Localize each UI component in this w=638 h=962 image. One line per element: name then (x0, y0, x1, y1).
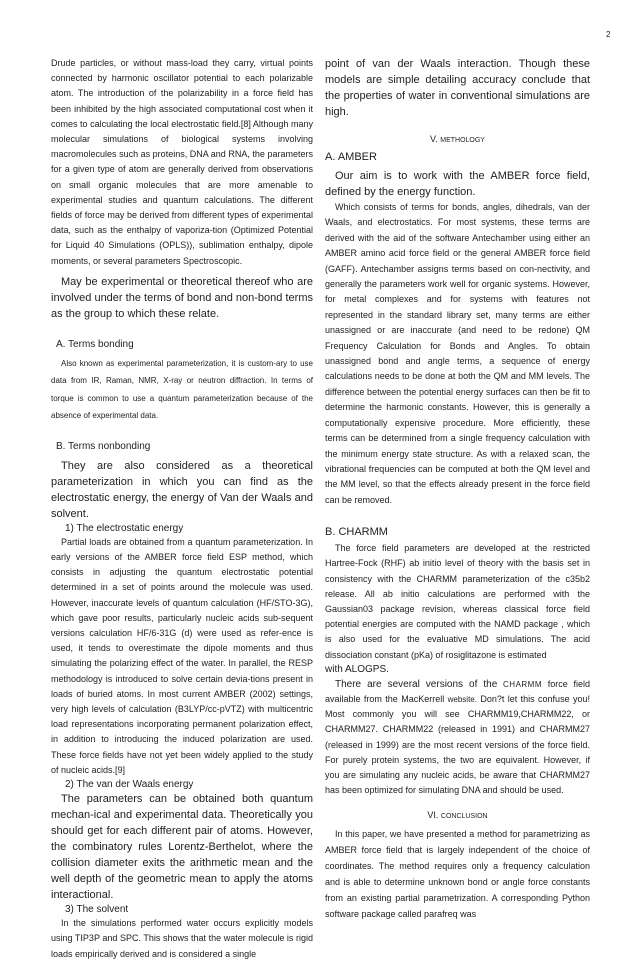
paragraph (325, 677, 590, 799)
page-number: 2 (606, 30, 611, 39)
paragraph: The parameters can be obtained both quantum mechan-ical and experimental data. Theoretically you should get for each different pair of atoms. However, the combinatory rules Lorentz-Berthelot, where the collision diameter exits the arithmetic mean and the well depth of the geometric mean to apply the atoms interactional. (51, 793, 313, 902)
text-run: Don?t let this confuse you! Most commonly you will see CHARMM19,CHARMM22, or CHARMM27. CHARMM22 (released in 1991) and CHARMM27 (released in 1999) are the most recent versions of the force field. For purely protein systems, the two are equivalent. However, if you are simulating any nucleic acids, be aware that CHARMM27 has been optimized for simulating DNA and should be used. (325, 693, 590, 796)
paragraph: Partial loads are obtained from a quantum parameterization. In early versions of the AMBER force field ESP method, which consists in adjusting the quantum electrostatic potential determined in a set of points around the molecule was used. However, inaccurate levels of quantum calculation (HF/STO-3G), which gave poor results, particularly nucleic acids sub-sequent versions calculation HF/6-31G (d) were used as refer-ence is used, it tends to overestimate the dipole moments and thus simulating the polarizing effect of the water. In parallel, the RESP methodology is introduced to solve certain devia-tions present in loads of buried atoms. In most current AMBER (2002) settings, very high levels of calculation (B3LYP/cc-pVTZ) with multicentric load representations incorporating permanent polarization effect, in addition to introducing the induced polarization are used. These force fields have not yet been widely applied to the study of nucleic acids.[9] (51, 536, 313, 775)
section-name: METHOLOGY (440, 137, 485, 144)
website-term: website. (447, 694, 477, 704)
subsection-heading-van-der-waals: 2) The van der Waals energy (65, 779, 194, 791)
paragraph: Drude particles, or without mass-load they carry, virtual points connected by harmonic oscillator potential to each polarizable atom. The introduction of the polarizability in a force field has been inhibited by the high associated computational cost when it comes to calculating the local electrostatic field.[8] Although many molecular simulations of biological systems involving macromolecules such as proteins, DNA and RNA, the parameters for a given type of atom are generally derived from observations on small organic molecules that are more amenable to experimental studies and quantum calculations. The different fields of force may be derived from different types of experimental data, such as the enthalpy of vaporiza-tion (Optimized Potential for Liquid 40 Simulations (OPLS)), sublimation enthalpy, dipole moments, or several parameters Spectroscopic. (51, 58, 313, 266)
section-heading-methology (325, 132, 590, 148)
paragraph: In this paper, we have presented a method for parametrizing as AMBER force field that is largely independent of the choice of coordinates. The method requires only a frequency calculation and is able to determine unknown bond or angle force constants from an existing partial parametrization. A corresponding Python software package called parafreq was (325, 829, 590, 920)
text-run: There are several versions of the (335, 678, 498, 690)
section-name: CONCLUSION (440, 813, 488, 821)
paragraph: In the simulations performed water occurs explicitly models using TIP3P and SPC. This shows that the water molecule is rigid loads empirically derived and is considered a single (51, 918, 313, 959)
subsection-heading-electrostatic: 1) The electrostatic energy (65, 522, 184, 534)
subsection-heading-solvent: 3) The solvent (65, 904, 129, 916)
paragraph: point of van der Waals interaction. Though these models are simple detailing accuracy conclude that the properties of water in conventional simulations are high. (325, 58, 590, 118)
charmm-term: CHARMM (503, 679, 543, 689)
section-heading-amber: A. AMBER (325, 151, 377, 163)
paragraph: They are also considered as a theoretical parameterization in which you can find as the electrostatic energy, the energy of Van der Waals and solvent. (51, 459, 313, 520)
paragraph: Our aim is to work with the AMBER force field, defined by the energy function. (325, 170, 590, 198)
section-heading-terms-nonbonding: B. Terms nonbonding (56, 440, 151, 452)
section-number: VI. (427, 810, 439, 821)
section-heading-charmm: B. CHARMM (325, 526, 388, 539)
right-column (325, 56, 590, 922)
section-number: V. (430, 134, 438, 144)
paragraph: Which consists of terms for bonds, angles, dihedrals, van der Waals, and electrostatics. For most systems, these terms are derived with the aid of the software Antechamber using either an AMBER amino acid force field or the general AMBER force field (GAFF). Antechamber assigns terms based on con-nectivity, and generally the parameters work well for organic systems. However, for metal complexes and for systems with features not represented in the standard library set, many terms are either unassigned or are inaccurate (and need to be redone) QM Frequency Calculation for Bonds and Angles. To obtain unassigned bond and angle terms, a sequence of energy calculations needs to be done at both the QM and MM levels. The difference between the potential energy surfaces can then be fit to determine the harmonic constants. However, this is generally a computationally expensive procedure. More efficiently, these terms can be determined from a single frequency calculation with the minimum energy state structure. As with a relaxed scan, the vibrational frequencies can be computed at both the QM level and the MM level, so that the effects already present in the force field can be removed. (325, 202, 590, 505)
paragraph: The force field parameters are developed at the restricted Hartree-Fock (RHF) ab initio level of theory with the basis set in consistency with the CHARMM parameterization of the c35b2 release. All ab initio calculations are performed with the Gaussian03 package revision, whereas classical force field potential energies are computed with the NAMD package , which is also used for the evaluative MD simulations. The acid dissociation constant (pKa) of rosiglitazone is estimated (325, 543, 590, 660)
paragraph: May be experimental or theoretical thereof who are involved under the terms of bond and non-bond terms as the group to which these relate. (51, 275, 313, 320)
paragraph: Also known as experimental parameterization, it is custom-ary to use data from IR, Raman, NMR, X-ray or neutron diffraction. In terms of torque is common to use a quantum parameterization because of the absence of experimental data. (51, 358, 313, 421)
text-run: force field available from the MacKerrell (325, 678, 590, 704)
section-heading-conclusion (325, 808, 590, 824)
section-heading-terms-bonding: A. Terms bonding (56, 338, 134, 350)
paragraph: with ALOGPS. (325, 663, 389, 675)
